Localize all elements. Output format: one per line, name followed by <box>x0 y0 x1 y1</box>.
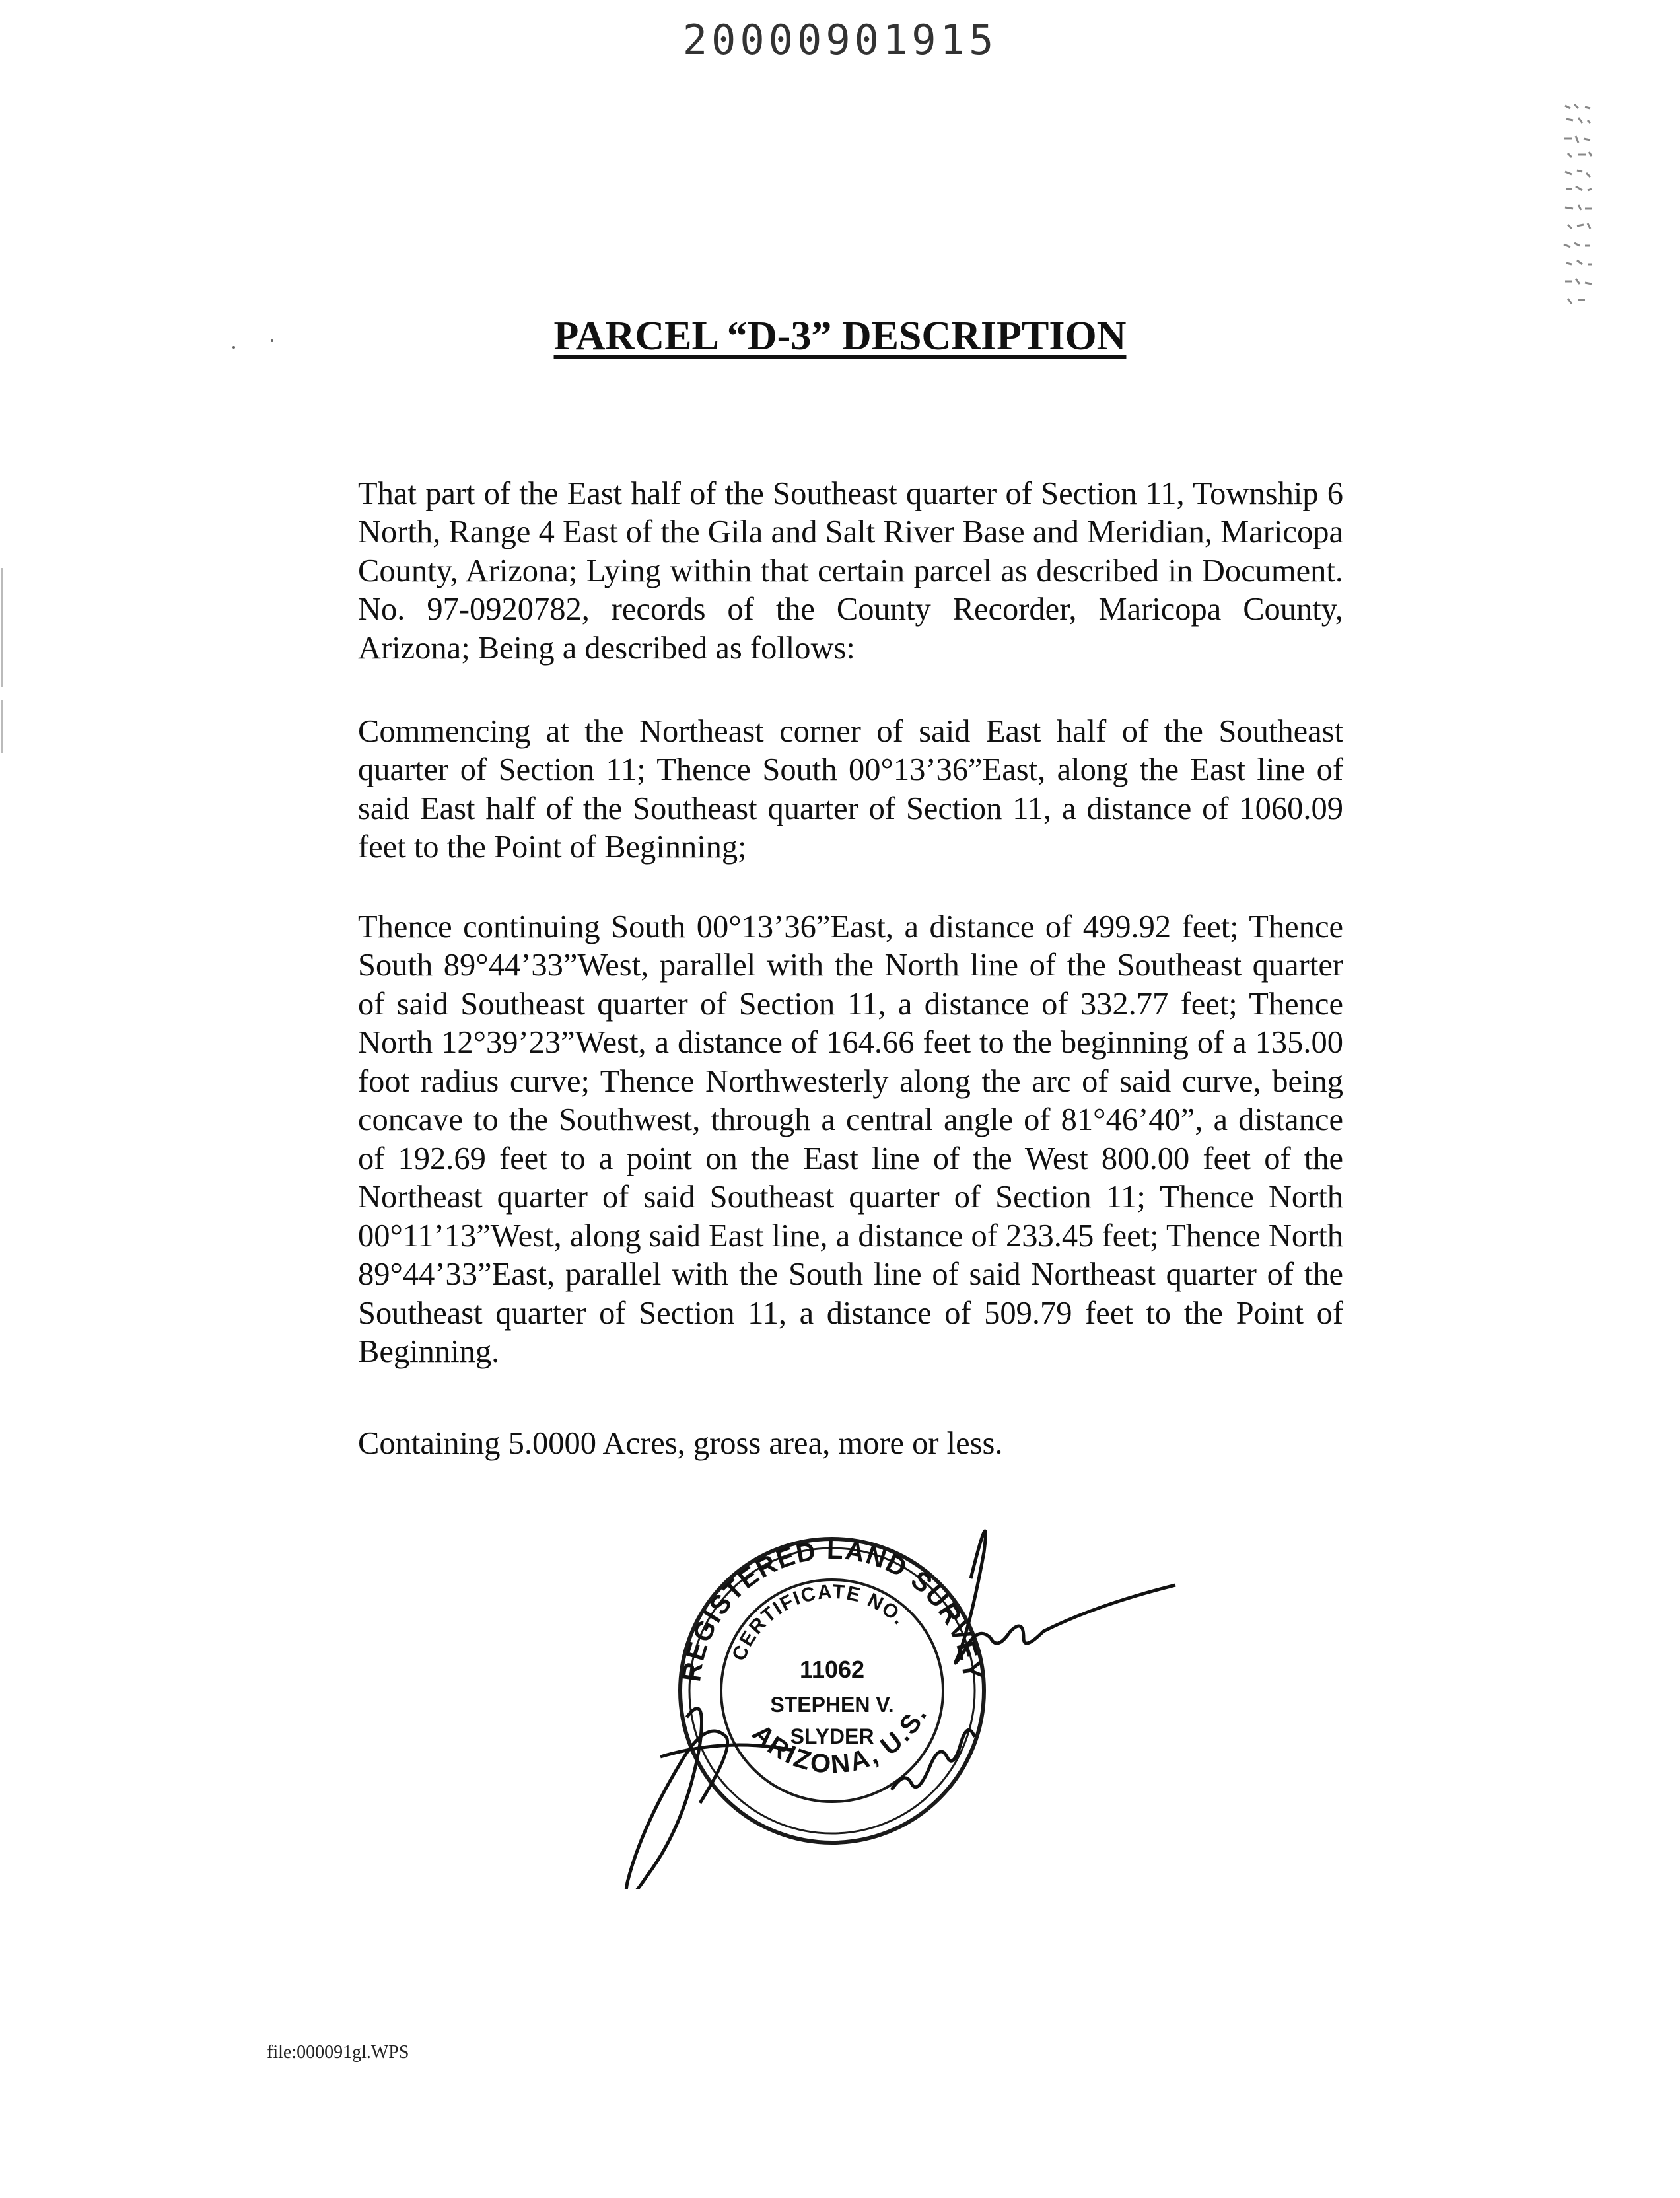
area-statement: Containing 5.0000 Acres, gross area, more or less. <box>358 1425 1003 1461</box>
seal-name-line2: SLYDER <box>790 1724 874 1748</box>
surveyor-seal-and-signature <box>581 1479 1242 1889</box>
commencing-paragraph: Commencing at the Northeast corner of said East half of the Southeast quarter of Section 11; Thence South 00°13’36”East, along the East line of said East half of the Southeast quarter of Section 11, a distance of 1060.09 feet to the Point of Beginning; <box>358 713 1343 865</box>
seal-state-text: ARIZONA, U.S. <box>746 1701 934 1780</box>
document-number: 20000901915 <box>682 16 998 64</box>
file-reference: file:000091gl.WPS <box>267 2042 409 2063</box>
recorder-side-stamp <box>1558 99 1598 310</box>
bearings-paragraph: Thence continuing South 00°13’36”East, a distance of 499.92 feet; Thence South 89°44’33”West, parallel with the North line of the Southeast quarter of said Southeast quarter of Section 11, a distance of 332.77 feet; Thence North 12°39’23”West, a distance of 164.66 feet to the beginning of a 135.00 foot radius curve; Thence Northwesterly along the arc of said curve, being concave to the Southwest, through a central angle of 81°46’40”, a distance of 192.69 feet to a point on the East line of the West 800.00 feet of the Northeast quarter of said Southeast quarter of Section 11; Thence North 00°11’13”West, along said East line, a distance of 233.45 feet; Thence North 89°44’33”East, parallel with the South line of said Northeast quarter of the Southeast quarter of Section 11, a distance of 509.79 feet to the Point of Beginning. <box>358 909 1343 1369</box>
signature-right-stroke <box>956 1531 1175 1663</box>
scan-margin-mark <box>1 700 3 753</box>
surveyor-seal-graphic <box>581 1479 1242 1889</box>
seal-outer-text: REGISTERED LAND SURVEY <box>677 1535 987 1684</box>
side-stamp-graphic <box>1558 99 1598 310</box>
scan-margin-mark <box>1 568 3 687</box>
document-title: PARCEL “D-3” DESCRIPTION <box>553 314 1127 359</box>
seal-name-line1: STEPHEN V. <box>770 1693 894 1717</box>
legal-description-paragraph: That part of the East half of the Southeast quarter of Section 11, Township 6 North, Range 4 East of the Gila and Salt River Base and Meridian, Maricopa County, Arizona; Lying within that certain parcel as described in Document. No. 97-0920782, records of the County Recorder, Maricopa County, Arizona; Being a described as follows: <box>358 476 1343 666</box>
seal-inner-text: CERTIFICATE NO. <box>728 1580 911 1664</box>
seal-certificate-number: 11062 <box>799 1656 865 1683</box>
